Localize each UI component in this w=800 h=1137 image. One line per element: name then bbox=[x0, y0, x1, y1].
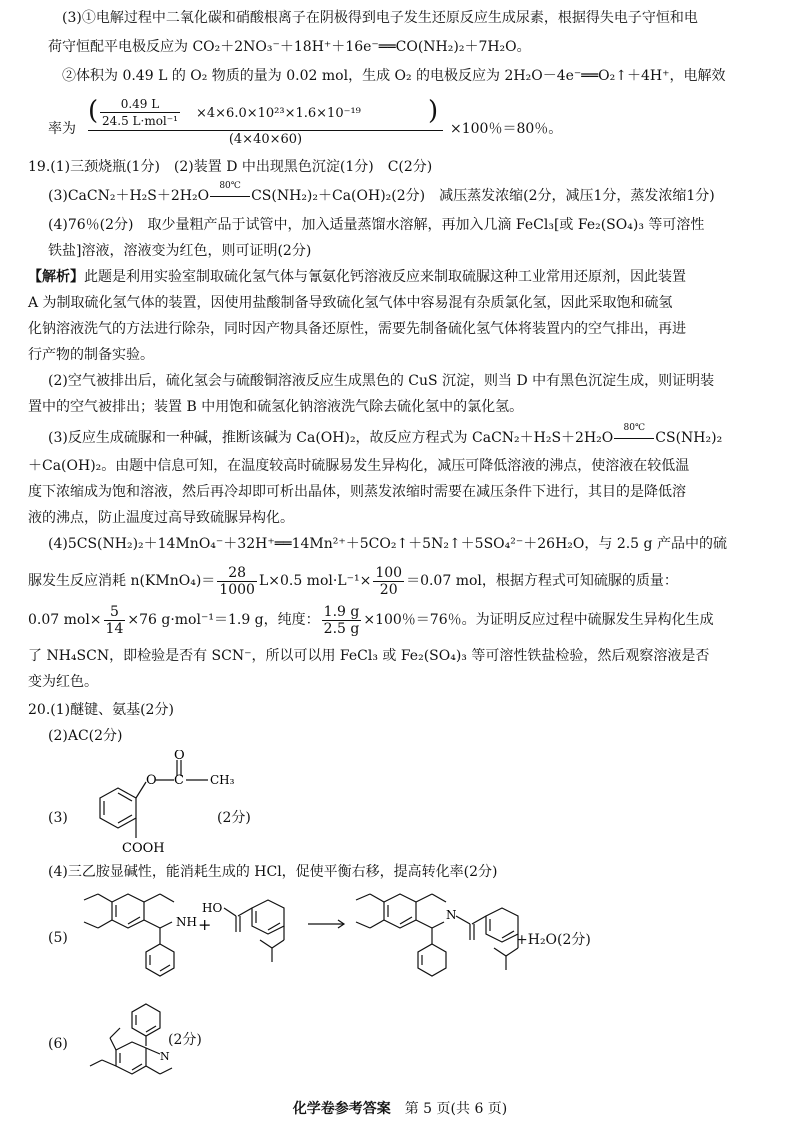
q19-line-3: (4)76％(2分) 取少量粗产品于试管中，加入适量蒸馏水溶解，再加入几滴 FeCl₃[或 Fe₂(SO₄)₃ 等可溶性 bbox=[48, 217, 705, 233]
q20-p6-score: (2分) bbox=[168, 1032, 202, 1048]
carbonyl-oxygen: O bbox=[174, 750, 185, 763]
q20-p5-label: (5) bbox=[48, 930, 68, 946]
q19-line-1: 19.(1)三颈烧瓶(1分) (2)装置 D 中出现黑色沉淀(1分) C(2分) bbox=[28, 159, 433, 175]
a12-text-b: L×0.5 mol·L⁻¹× bbox=[258, 573, 372, 589]
analysis-line-6: 置中的空气被排出；装置 B 中用饱和硫氢化钠溶液洗气除去硫化氢中的氯化氢。 bbox=[28, 399, 524, 415]
efficiency-numerator: ( 0.49 L 24.5 L·mol⁻¹ ×4×6.0×10²³×1.6×10⁻¹⁹ ) bbox=[88, 96, 443, 131]
analysis-line-2: A 为制取硫化氢气体的装置，因使用盐酸制备导致硫化氢气体中容易混有杂质氯化氢，因此采取饱和硫氢 bbox=[28, 295, 673, 311]
q19-line-2 bbox=[48, 181, 715, 206]
q20-p3-label: (3) bbox=[48, 810, 68, 826]
footer-page-number: 第 5 页(共 6 页) bbox=[404, 1101, 508, 1117]
a13-text-a: 0.07 mol× bbox=[28, 612, 102, 628]
frac-num: 1.9 g bbox=[323, 603, 360, 620]
reaction-arrow-2 bbox=[613, 423, 655, 448]
q20-p3-score: (2分) bbox=[217, 810, 251, 826]
a13-text-b: ×76 g·mol⁻¹＝1.9 g，纯度： bbox=[127, 612, 320, 628]
analysis-line-10: 液的沸点，防止温度过高导致硫脲异构化。 bbox=[28, 510, 294, 526]
analysis-line-13 bbox=[28, 602, 714, 638]
page-footer bbox=[0, 1098, 800, 1118]
numerator-rest: ×4×6.0×10²³×1.6×10⁻¹⁹ bbox=[196, 106, 361, 121]
carbonyl-carbon: C bbox=[174, 773, 184, 788]
q20-line-2: (2)AC(2分) bbox=[48, 728, 123, 744]
analysis-line-3: 化钠溶液洗气的方法进行除杂，同时因产物具备还原性，需要先制备硫化氢气体将装置内的空气排出，再进 bbox=[28, 321, 686, 337]
a12-text-a: 脲发生反应消耗 n(KMnO₄)＝ bbox=[28, 573, 216, 589]
hydroxyl-group: HO bbox=[202, 901, 223, 915]
analysis-line-14: 了 NH₄SCN，即检验是否有 SCN⁻，所以可以用 FeCl₃ 或 Fe₂(SO₄)₃ 等可溶性铁盐检验，然后观察溶液是否 bbox=[28, 648, 710, 664]
benzene-ring bbox=[100, 788, 136, 828]
q18-line-2: 荷守恒配平电极反应为 CO₂＋2NO₃⁻＋18H⁺＋16e⁻══CO(NH₂)₂＋7H₂O。 bbox=[48, 39, 531, 55]
analysis-line-1 bbox=[28, 267, 686, 287]
a13-text-c: ×100％＝76％。为证明反应过程中硫脲发生异构化生成 bbox=[363, 612, 714, 628]
analysis-line-4: 行产物的制备实验。 bbox=[28, 347, 154, 363]
analysis-line-11: (4)5CS(NH₂)₂＋14MnO₄⁻＋32H⁺══14Mn²⁺＋5CO₂↑＋5N₂↑＋5SO₄²⁻＋26H₂O，与 2.5 g 产品中的硫 bbox=[48, 536, 727, 552]
q20-p6-label: (6) bbox=[48, 1036, 68, 1052]
fraction-5-14 bbox=[104, 604, 126, 637]
analysis-line-7 bbox=[48, 423, 723, 448]
efficiency-formula bbox=[48, 96, 748, 150]
analysis-eq-left: (3)反应生成硫脲和一种碱，推断该碱为 Ca(OH)₂，故反应方程式为 CaCN₂＋H₂S＋2H₂O bbox=[48, 430, 614, 446]
methyl-group: CH₃ bbox=[210, 773, 235, 787]
analysis-line-8: ＋Ca(OH)₂。由题中信息可知，在温度较高时硫脲易发生异构化，减压可降低溶液的沸点，使溶液在较低温 bbox=[28, 458, 690, 474]
a12-text-c: ＝0.07 mol，根据方程式可知硫脲的质量： bbox=[406, 573, 678, 589]
frac-num: 5 bbox=[104, 604, 126, 621]
inner-fraction bbox=[100, 96, 180, 129]
acid-reactant bbox=[224, 900, 284, 962]
aspirin-structure bbox=[70, 750, 270, 860]
reaction-condition: 80℃ bbox=[219, 181, 241, 191]
efficiency-denominator: (4×40×60) bbox=[228, 132, 303, 147]
q20-p5-tail: +H₂O(2分) bbox=[516, 932, 591, 948]
fraction-purity bbox=[322, 604, 362, 637]
footer-title: 化学卷参考答案 bbox=[292, 1101, 391, 1117]
fraction-100-20 bbox=[373, 565, 404, 598]
amine-reactant bbox=[84, 894, 174, 976]
carboxyl-group: COOH bbox=[122, 841, 165, 856]
q19-line-4: 铁盐]溶液，溶液变为红色，则可证明(2分) bbox=[48, 243, 312, 259]
analysis-line-15: 变为红色。 bbox=[28, 674, 98, 690]
frac-den: 1000 bbox=[219, 581, 255, 598]
amine-nh: NH bbox=[176, 915, 197, 929]
frac-den: 14 bbox=[105, 620, 124, 637]
fraction-28-1000 bbox=[217, 565, 257, 598]
reaction-scheme bbox=[72, 882, 572, 994]
frac-den: 2.5 g bbox=[323, 620, 360, 637]
reaction-arrow bbox=[209, 181, 251, 206]
q19-eq-right: CS(NH₂)₂＋Ca(OH)₂(2分) 减压蒸发浓缩(2分，减压1分，蒸发浓缩1分) bbox=[251, 188, 715, 204]
analysis-text-1: 此题是利用实验室制取硫化氢气体与氰氨化钙溶液反应来制取硫脲这种工业常用还原剂，因此装置 bbox=[84, 269, 686, 285]
amide-product bbox=[356, 894, 518, 976]
efficiency-suffix: ×100％＝80％。 bbox=[450, 121, 563, 137]
analysis-eq-right: CS(NH₂)₂ bbox=[655, 430, 723, 446]
frac-num: 28 bbox=[217, 565, 257, 582]
amide-n: N bbox=[446, 908, 457, 922]
efficiency-fraction bbox=[88, 96, 443, 149]
imine-n: N bbox=[160, 1050, 170, 1063]
analysis-tag: 【解析】 bbox=[28, 269, 84, 285]
frac-den: 20 bbox=[379, 581, 398, 598]
ring-o-bond bbox=[136, 782, 146, 798]
reaction-condition-2: 80℃ bbox=[623, 423, 646, 433]
q20-line-4: (4)三乙胺显碱性，能消耗生成的 HCl，促使平衡右移，提高转化率(2分) bbox=[48, 864, 498, 880]
analysis-line-12 bbox=[28, 563, 678, 599]
ester-oxygen: O bbox=[146, 773, 157, 788]
analysis-line-9: 度下浓缩成为饱和溶液，然后再冷却即可析出晶体，则蒸发浓缩时需要在减压条件下进行，其目的是降低溶 bbox=[28, 484, 686, 500]
analysis-line-5: (2)空气被排出后，硫化氢会与硫酸铜溶液反应生成黑色的 CuS 沉淀，则当 D 中有黑色沉淀生成，则证明装 bbox=[48, 373, 715, 389]
inner-denominator: 24.5 L·mol⁻¹ bbox=[102, 114, 178, 128]
q19-eq-left: (3)CaCN₂＋H₂S＋2H₂O bbox=[48, 188, 210, 204]
plus-sign: + bbox=[198, 915, 212, 934]
inner-numerator: 0.49 L bbox=[100, 96, 180, 113]
efficiency-prefix: 率为 bbox=[48, 121, 76, 137]
q20-line-1: 20.(1)醚键、氨基(2分) bbox=[28, 702, 174, 718]
q18-line-1: (3)①电解过程中二氧化碳和硝酸根离子在阴极得到电子发生还原反应生成尿素，根据得失电子守恒和电 bbox=[62, 10, 698, 26]
frac-num: 100 bbox=[375, 564, 403, 581]
q18-line-3: ②体积为 0.49 L 的 O₂ 物质的量为 0.02 mol，生成 O₂ 的电极反应为 2H₂O－4e⁻══O₂↑＋4H⁺，电解效 bbox=[62, 68, 726, 84]
